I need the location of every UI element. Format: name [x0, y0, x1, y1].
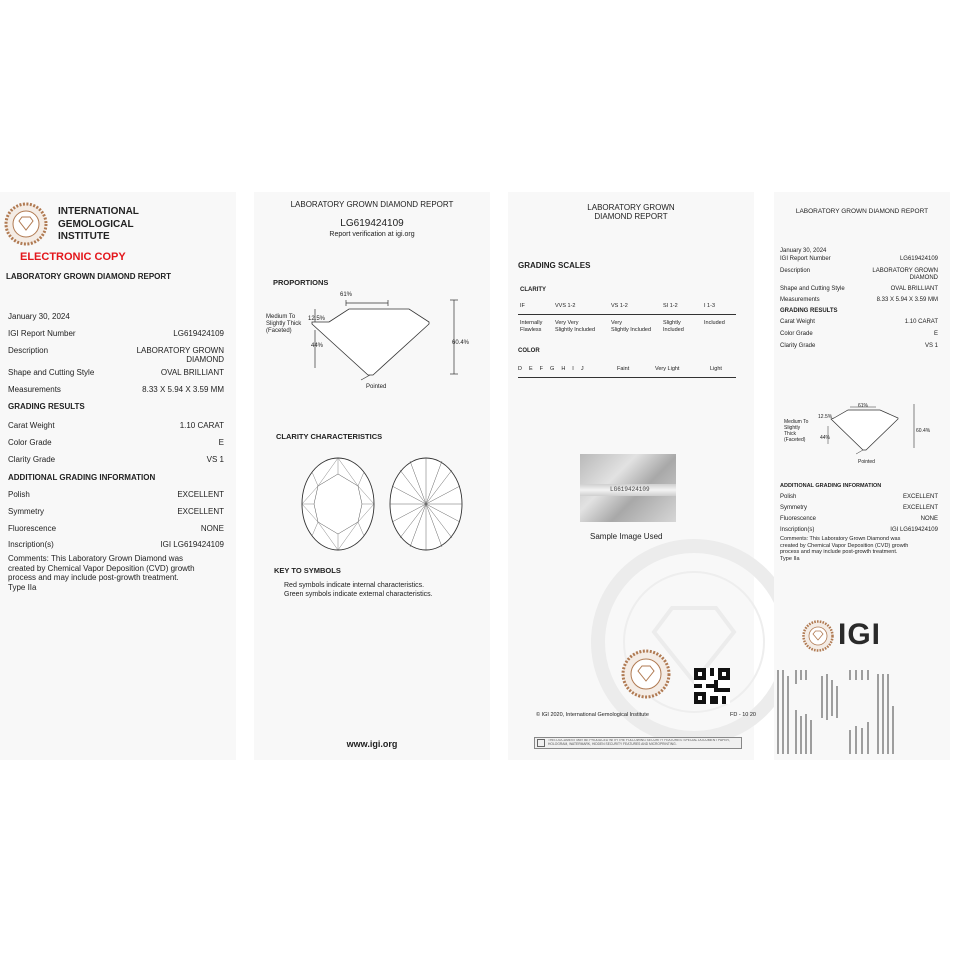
report-title: LABORATORY GROWN DIAMOND REPORT — [6, 272, 172, 281]
color-grade: I — [572, 366, 574, 372]
grading-results-heading: GRADING RESULTS — [780, 308, 838, 314]
color-grade: F — [539, 366, 544, 372]
pavilion-percentage: 44% — [820, 435, 831, 441]
report-date: January 30, 2024 — [8, 312, 70, 321]
verification-text: Report verification at igi.org — [329, 231, 415, 238]
report-date: January 30, 2024 — [780, 248, 827, 254]
field-value: LABORATORY GROWN — [872, 268, 938, 274]
girdle-label-line: Thick — [784, 431, 796, 437]
table-percentage: 61% — [858, 403, 869, 409]
sample-image-caption: Sample Image Used — [590, 532, 663, 541]
girdle-label-line: (Faceted) — [784, 437, 806, 443]
clarity-scale-heading: CLARITY — [520, 287, 546, 293]
field-label: Description — [780, 268, 811, 274]
field-value: EXCELLENT — [902, 505, 938, 511]
clarity-grade: VVS 1-2 — [555, 303, 576, 309]
field-row — [780, 297, 938, 306]
field-row — [8, 368, 224, 379]
field-value: DIAMOND — [909, 275, 938, 281]
color-grade: D — [518, 366, 522, 372]
inscription-sample-text: LG619424109 — [610, 486, 650, 493]
girdle-label-line: Medium To — [266, 314, 296, 320]
field-label: Shape and Cutting Style — [780, 286, 845, 292]
copyright-text: © IGI 2020, International Gemological Institute — [536, 712, 649, 718]
color-desc: Faint — [617, 366, 630, 372]
field-label: Fluorescence — [8, 524, 57, 533]
field-row — [8, 346, 224, 366]
grading-results-heading: GRADING RESULTS — [8, 402, 85, 411]
field-label: IGI Report Number — [8, 329, 76, 338]
depth-percentage: 60.4% — [916, 428, 931, 434]
girdle-label — [784, 419, 808, 443]
field-row — [8, 540, 224, 551]
color-grade: E — [528, 366, 533, 372]
clarity-desc-line: Flawless — [520, 326, 542, 333]
color-scale-heading: COLOR — [518, 348, 540, 354]
comment-line: process and may include post-growth treatment. — [8, 573, 179, 582]
crown-percentage: 12.5% — [818, 414, 833, 420]
field-label: Color Grade — [780, 331, 813, 337]
field-row — [8, 329, 224, 340]
field-row — [780, 256, 938, 265]
comment-line: Type IIa — [8, 582, 37, 592]
field-row — [780, 527, 938, 536]
electronic-copy-label: ELECTRONIC COPY — [20, 251, 126, 263]
clarity-desc — [555, 320, 595, 333]
field-value: EXCELLENT — [177, 490, 224, 499]
field-value: VS 1 — [924, 343, 938, 349]
field-value: NONE — [920, 516, 938, 522]
clarity-desc — [520, 320, 542, 333]
color-grades — [518, 366, 618, 372]
additional-info-heading: ADDITIONAL GRADING INFORMATION — [8, 473, 156, 482]
key-line: Red symbols indicate internal characteristics. — [284, 582, 425, 589]
form-code: FD - 10 20 — [730, 712, 756, 718]
title-line: DIAMOND REPORT — [594, 212, 668, 221]
igi-brand-logo: IGI — [838, 618, 882, 651]
clarity-desc-line: Slightly Included — [611, 326, 652, 333]
key-description — [284, 582, 433, 599]
report-title: LABORATORY GROWN DIAMOND REPORT — [795, 208, 929, 215]
field-value: LG619424109 — [899, 256, 938, 262]
comment-line: Type IIa — [780, 555, 800, 562]
field-label: IGI Report Number — [780, 256, 831, 262]
field-value: IGI LG619424109 — [890, 527, 938, 533]
clarity-desc-line: Included — [663, 326, 684, 333]
field-row — [780, 286, 938, 295]
website-link[interactable]: www.igi.org — [346, 739, 398, 749]
table-percentage: 61% — [340, 292, 353, 298]
color-scale-rule — [518, 377, 736, 378]
rotated-summary-strip — [774, 666, 950, 760]
security-footer-bar — [534, 737, 742, 749]
security-note: THIS DOCUMENT MAY BE PRODUCED WITH THE FOLLOWING SECURITY FEATURES: SPECIAL DOCUMENT PAPER, HOLOGRAM, WATERMARK, HIDDEN SECURITY FEATURES AND MICROPRINTING. — [548, 739, 730, 746]
report-number: LG619424109 — [340, 218, 404, 229]
field-value: 8.33 X 5.94 X 3.59 MM — [876, 297, 938, 303]
field-label: Measurements — [8, 385, 61, 394]
report-title — [508, 203, 754, 221]
clarity-desc-line: Included — [704, 320, 725, 326]
report-panel-proportions — [254, 192, 490, 760]
oval-crown-plot-icon — [300, 456, 376, 552]
clarity-characteristics-heading: CLARITY CHARACTERISTICS — [276, 432, 383, 441]
comment-line: Comments: This Laboratory Grown Diamond was — [780, 536, 901, 542]
field-value: IGI LG619424109 — [160, 540, 224, 549]
field-row — [780, 268, 938, 284]
report-panel-summary — [0, 192, 236, 760]
grading-scales-heading: GRADING SCALES — [518, 261, 591, 270]
org-name-line: INSTITUTE — [58, 231, 110, 242]
igi-seal-icon — [4, 202, 48, 246]
field-label: Polish — [780, 494, 797, 500]
girdle-label-line: (Faceted) — [266, 328, 292, 334]
comment-line: process and may include post-growth treatment. — [780, 549, 898, 555]
comments — [8, 554, 195, 592]
clarity-desc-line: Internally — [520, 320, 543, 326]
field-row — [780, 505, 938, 514]
depth-percentage: 60.4% — [452, 340, 470, 346]
field-row — [8, 524, 224, 535]
girdle-label-line: Slightly Thick — [266, 321, 302, 327]
report-panel-wallet-card — [774, 192, 950, 760]
field-row — [780, 319, 938, 328]
org-name-line: GEMOLOGICAL — [58, 218, 134, 230]
field-label: Carat Weight — [8, 421, 55, 430]
field-value: 8.33 X 5.94 X 3.59 MM — [142, 385, 224, 394]
key-to-symbols-heading: KEY TO SYMBOLS — [274, 566, 341, 575]
field-row — [8, 455, 224, 466]
report-title: LABORATORY GROWN DIAMOND REPORT — [290, 200, 454, 209]
field-row — [8, 438, 224, 449]
clarity-desc — [663, 320, 684, 333]
clarity-desc — [704, 320, 725, 327]
field-label: Measurements — [780, 297, 820, 303]
org-name-line: INTERNATIONAL — [58, 206, 139, 217]
comment-line: created by Chemical Vapor Deposition (CVD) growth — [8, 563, 195, 573]
field-value: EXCELLENT — [177, 507, 224, 516]
report-panel-grading-scales — [508, 192, 754, 760]
clarity-grade: I 1-3 — [704, 303, 716, 309]
field-value: E — [218, 438, 224, 447]
field-row — [8, 490, 224, 501]
comment-line: created by Chemical Vapor Deposition (CVD) growth — [780, 542, 909, 549]
field-value: 1.10 CARAT — [179, 421, 224, 430]
field-row — [8, 385, 224, 396]
girdle-label — [266, 314, 301, 335]
field-label: Shape and Cutting Style — [8, 368, 95, 377]
additional-info-heading: ADDITIONAL GRADING INFORMATION — [780, 483, 882, 489]
field-row — [780, 494, 938, 503]
comment-line: Comments: This Laboratory Grown Diamond was — [8, 554, 184, 563]
qr-code-icon[interactable] — [694, 668, 730, 704]
field-value: LABORATORY GROWN — [136, 346, 224, 355]
field-label: Carat Weight — [780, 319, 815, 325]
color-grade: G — [550, 366, 555, 372]
field-value: VS 1 — [206, 455, 224, 464]
girdle-label-line: Slightly — [784, 425, 801, 431]
field-value: LG619424109 — [173, 329, 224, 338]
field-label: Inscription(s) — [8, 540, 54, 549]
field-label: Fluorescence — [780, 516, 817, 522]
color-grade: J — [580, 366, 584, 372]
field-row — [8, 507, 224, 518]
color-desc: Very Light — [655, 366, 680, 372]
clarity-grade: SI 1-2 — [663, 303, 678, 309]
field-label: Clarity Grade — [780, 343, 816, 349]
title-line: LABORATORY GROWN — [587, 203, 675, 212]
comments — [780, 536, 908, 562]
key-line: Green symbols indicate external characteristics. — [284, 590, 433, 598]
color-grade: H — [561, 366, 566, 372]
field-label: Description — [8, 346, 49, 355]
field-label: Clarity Grade — [8, 455, 56, 464]
oval-pavilion-plot-icon — [388, 456, 464, 552]
clarity-desc — [611, 320, 651, 333]
clarity-desc-line: Slightly Included — [555, 326, 596, 333]
field-value: E — [933, 331, 938, 337]
girdle-label-line: Medium To — [784, 419, 809, 425]
clarity-desc-line: Very Very — [555, 320, 579, 326]
document-icon — [537, 739, 545, 747]
pavilion-percentage: 44% — [311, 343, 324, 349]
culet-label: Pointed — [366, 384, 387, 390]
inscription-sample-photo — [580, 454, 676, 522]
field-label: Symmetry — [8, 507, 44, 516]
clarity-scale-rule — [518, 314, 736, 315]
clarity-desc-line: Very — [611, 320, 623, 326]
crown-percentage: 12.5% — [308, 316, 326, 322]
proportions-heading: PROPORTIONS — [273, 278, 329, 287]
culet-label: Pointed — [858, 459, 875, 465]
color-desc: Light — [710, 366, 722, 372]
field-value: DIAMOND — [186, 355, 224, 364]
field-row — [8, 421, 224, 432]
field-label: Inscription(s) — [780, 527, 815, 533]
field-value: OVAL BRILLIANT — [890, 286, 938, 292]
field-value: 1.10 CARAT — [904, 319, 938, 325]
field-row — [780, 343, 938, 352]
field-label: Symmetry — [780, 505, 807, 511]
field-row — [780, 331, 938, 340]
field-label: Color Grade — [8, 438, 52, 447]
clarity-desc-line: Slightly — [663, 320, 681, 326]
field-value: EXCELLENT — [902, 494, 938, 500]
field-value: OVAL BRILLIANT — [160, 368, 224, 377]
field-value: NONE — [200, 524, 224, 533]
igi-seal-icon — [621, 649, 671, 699]
clarity-grade: IF — [520, 303, 525, 309]
field-label: Polish — [8, 490, 30, 499]
clarity-grade: VS 1-2 — [611, 303, 628, 309]
igi-seal-icon — [802, 620, 834, 652]
rotated-summary-lines — [774, 666, 950, 760]
field-row — [780, 516, 938, 525]
